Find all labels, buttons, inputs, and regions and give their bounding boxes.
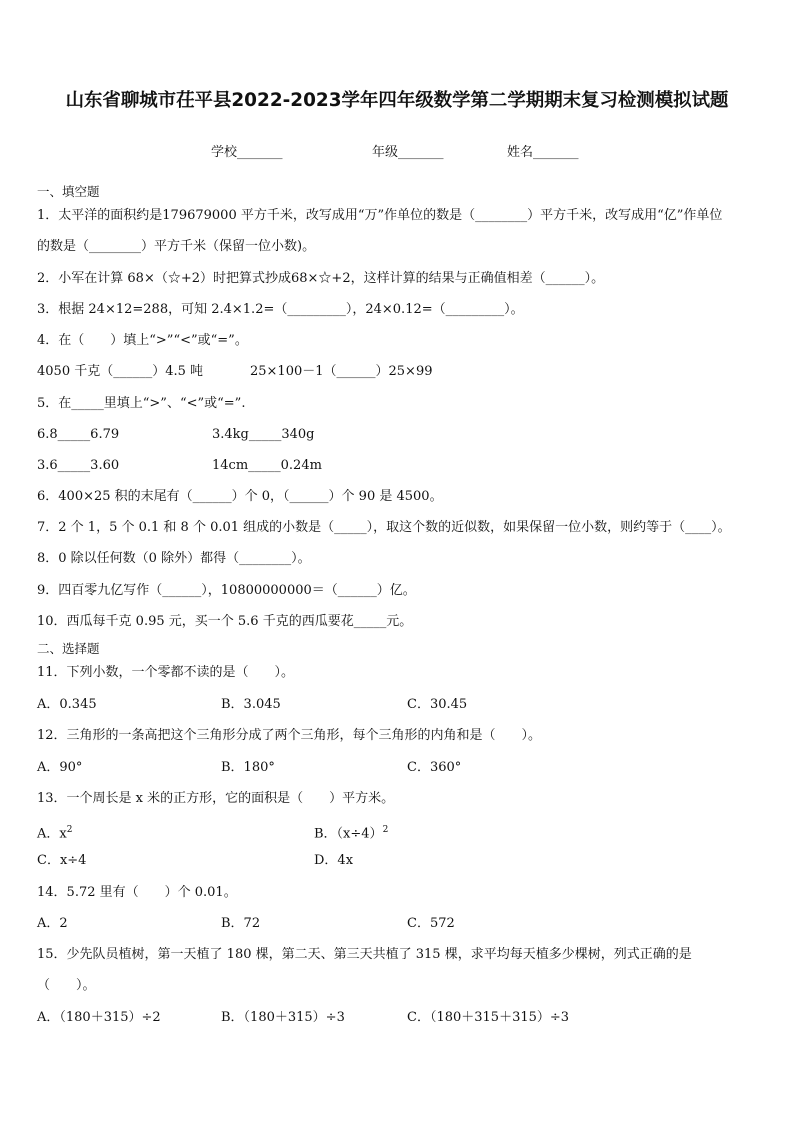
question-12-option-c: C．360° [407,760,462,775]
question-12-option-a: A．90° [37,760,83,775]
question-13: 13．一个周长是 x 米的正方形，它的面积是（ ）平方米。 [37,791,395,806]
question-5-item-c: 3.6_____3.60 [37,458,120,473]
question-6: 6．400×25 积的末尾有（______）个 0，（______）个 90 是 4500。 [37,489,443,504]
question-9: 9．四百零九亿写作（______），10800000000＝（______）亿。 [37,583,416,598]
question-5: 5．在_____里填上“>”、“<”或“=”. [37,396,246,411]
question-13-option-a: A．$x^2$ [37,825,73,842]
question-15-option-b: B．（180＋315）÷3 [221,1010,345,1025]
question-1-line-1: 1．太平洋的面积约是179679000 平方千米，改写成用“万”作单位的数是（________）平方千米，改写成用“亿”作单位 [37,208,723,223]
question-15-line-1: 15．少先队员植树，第一天植了 180 棵，第二天、第三天共植了 315 棵，求平均每天植多少棵树，列式正确的是 [37,947,692,962]
question-14-option-a: A．2 [37,916,68,931]
name-field: 姓名_______ [507,145,579,160]
question-4-item-a: 4050 千克（______）4.5 吨 [37,364,204,379]
question-11: 11．下列小数，一个零都不读的是（ ）。 [37,665,295,680]
school-field: 学校_______ [211,145,283,160]
question-13-option-b: B．$(x\div 4)^2$ [314,825,389,842]
question-11-option-c: C．30.45 [407,697,468,712]
question-8: 8．0 除以任何数（0 除外）都得（________）。 [37,551,311,566]
question-15-option-c: C．（180＋315＋315）÷3 [407,1010,570,1025]
question-4-item-b: 25×100－1（______）25×99 [250,364,433,379]
question-14: 14．5.72 里有（ ）个 0.01。 [37,885,237,900]
question-11-option-b: B．3.045 [221,697,281,712]
question-1-line-2: 的数是（________）平方千米（保留一位小数)。 [37,239,316,254]
question-5-item-a: 6.8_____6.79 [37,427,120,442]
grade-field: 年级_______ [372,145,444,160]
question-12: 12．三角形的一条高把这个三角形分成了两个三角形，每个三角形的内角和是（ ）。 [37,728,542,743]
question-10: 10．西瓜每千克 0.95 元，买一个 5.6 千克的西瓜要花_____元。 [37,614,413,629]
question-15-option-a: A．（180＋315）÷2 [37,1010,161,1025]
question-13-option-c: C．x÷4 [37,853,87,868]
question-13-option-d: D．4x [314,853,354,868]
question-15-line-2: （ ）。 [37,978,96,993]
page-title: 山东省聊城市茌平县2022-2023学年四年级数学第二学期期末复习检测模拟试题 [65,90,729,111]
question-3: 3．根据 24×12=288，可知 2.4×1.2=（_________），24×0.12=（_________）。 [37,302,524,317]
question-7: 7．2 个 1，5 个 0.1 和 8 个 0.01 组成的小数是（_____），取这个数的近似数，如果保留一位小数，则约等于（____）。 [37,520,731,535]
question-11-option-a: A．0.345 [37,697,97,712]
question-5-item-b: 3.4kg_____340g [212,427,315,442]
question-5-item-d: 14cm_____0.24m [212,458,322,473]
question-14-option-b: B．72 [221,916,261,931]
section-multiple-choice: 二、选择题 [37,641,100,656]
question-4: 4．在（ ）填上“>”“<”或“=”。 [37,333,248,348]
question-2: 2．小军在计算 68×（☆+2）时把算式抄成68×☆+2，这样计算的结果与正确值相差（______）。 [37,271,605,286]
question-14-option-c: C．572 [407,916,455,931]
question-12-option-b: B．180° [221,760,275,775]
section-fill-blank: 一、填空题 [37,184,100,199]
